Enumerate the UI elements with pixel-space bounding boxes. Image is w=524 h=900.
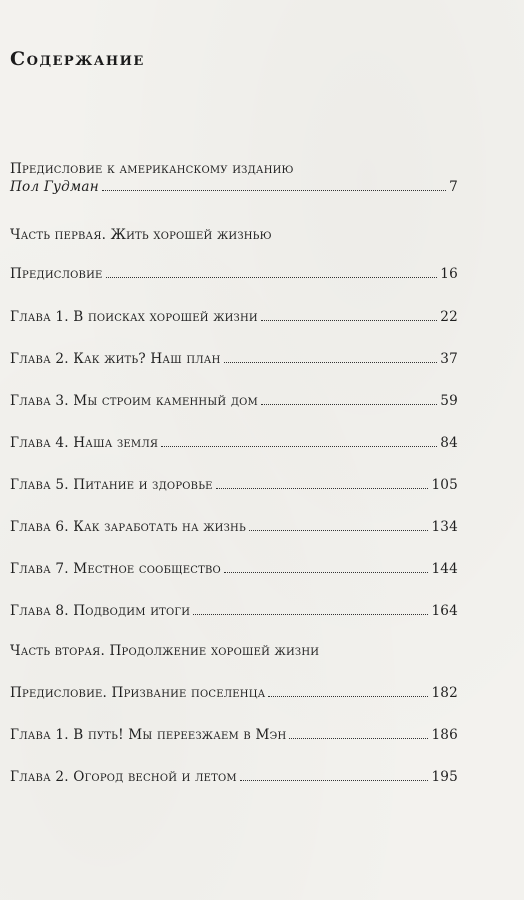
toc-entry-label: Глава 7. Местное сообщество	[10, 561, 221, 577]
dot-leader	[289, 738, 428, 739]
dot-leader	[261, 404, 437, 405]
toc-page-number: 182	[431, 685, 458, 701]
dot-leader	[224, 362, 438, 363]
toc-entry-author-row	[10, 178, 458, 196]
dot-leader	[193, 614, 428, 615]
toc-entry	[10, 726, 458, 744]
toc-entry	[10, 518, 458, 536]
toc-entry-label: Глава 6. Как заработать на жизнь	[10, 519, 246, 535]
toc-page-number: 7	[449, 179, 458, 195]
toc-page-number: 16	[440, 266, 458, 282]
toc-page-number: 186	[431, 727, 458, 743]
toc-entry	[10, 602, 458, 620]
toc-entry-label: Глава 1. В путь! Мы переезжаем в Мэн	[10, 727, 287, 743]
toc-entry-label: Глава 5. Питание и здоровье	[10, 477, 213, 493]
toc-page-number: 59	[440, 393, 458, 409]
toc-entry-label: Предисловие	[10, 266, 103, 282]
toc-entry	[10, 476, 458, 494]
toc-page-number: 105	[431, 477, 458, 493]
toc-entry-label: Глава 2. Как жить? Наш план	[10, 351, 221, 367]
dot-leader	[161, 446, 437, 447]
toc-entry	[10, 308, 458, 326]
toc-entry-foreword-us	[10, 160, 458, 196]
page-title: Содержание	[10, 48, 145, 70]
toc-entry-label: Предисловие. Призвание поселенца	[10, 685, 266, 701]
toc-page-number: 84	[440, 435, 458, 451]
dot-leader	[216, 488, 429, 489]
toc-entry	[10, 684, 458, 702]
toc-entry	[10, 350, 458, 368]
dot-leader	[102, 190, 446, 191]
toc-part-heading-2: Часть вторая. Продолжение хорошей жизни	[10, 643, 320, 659]
toc-page-number: 134	[431, 519, 458, 535]
dot-leader	[106, 277, 438, 278]
dot-leader	[224, 572, 429, 573]
toc-page-number: 144	[431, 561, 458, 577]
toc-entry	[10, 560, 458, 578]
toc-part-heading-1: Часть первая. Жить хорошей жизнью	[10, 227, 272, 243]
dot-leader	[240, 780, 429, 781]
dot-leader	[249, 530, 429, 531]
toc-page-number: 164	[431, 603, 458, 619]
toc-entry-label: Предисловие к американскому изданию	[10, 161, 294, 177]
toc-entry-label: Глава 8. Подводим итоги	[10, 603, 191, 619]
toc-entry	[10, 434, 458, 452]
toc-page-number: 37	[440, 351, 458, 367]
toc-entry-label: Глава 1. В поисках хорошей жизни	[10, 309, 258, 325]
toc-entry-author: Пол Гудман	[10, 179, 99, 195]
toc-entry	[10, 768, 458, 786]
toc-entry	[10, 392, 458, 410]
toc-page-number: 22	[440, 309, 458, 325]
toc-entry-label: Глава 2. Огород весной и летом	[10, 769, 237, 785]
toc-page-number: 195	[431, 769, 458, 785]
toc-entry-label: Глава 3. Мы строим каменный дом	[10, 393, 259, 409]
dot-leader	[261, 320, 437, 321]
dot-leader	[268, 696, 428, 697]
toc-entry	[10, 265, 458, 283]
toc-entry-label: Глава 4. Наша земля	[10, 435, 159, 451]
